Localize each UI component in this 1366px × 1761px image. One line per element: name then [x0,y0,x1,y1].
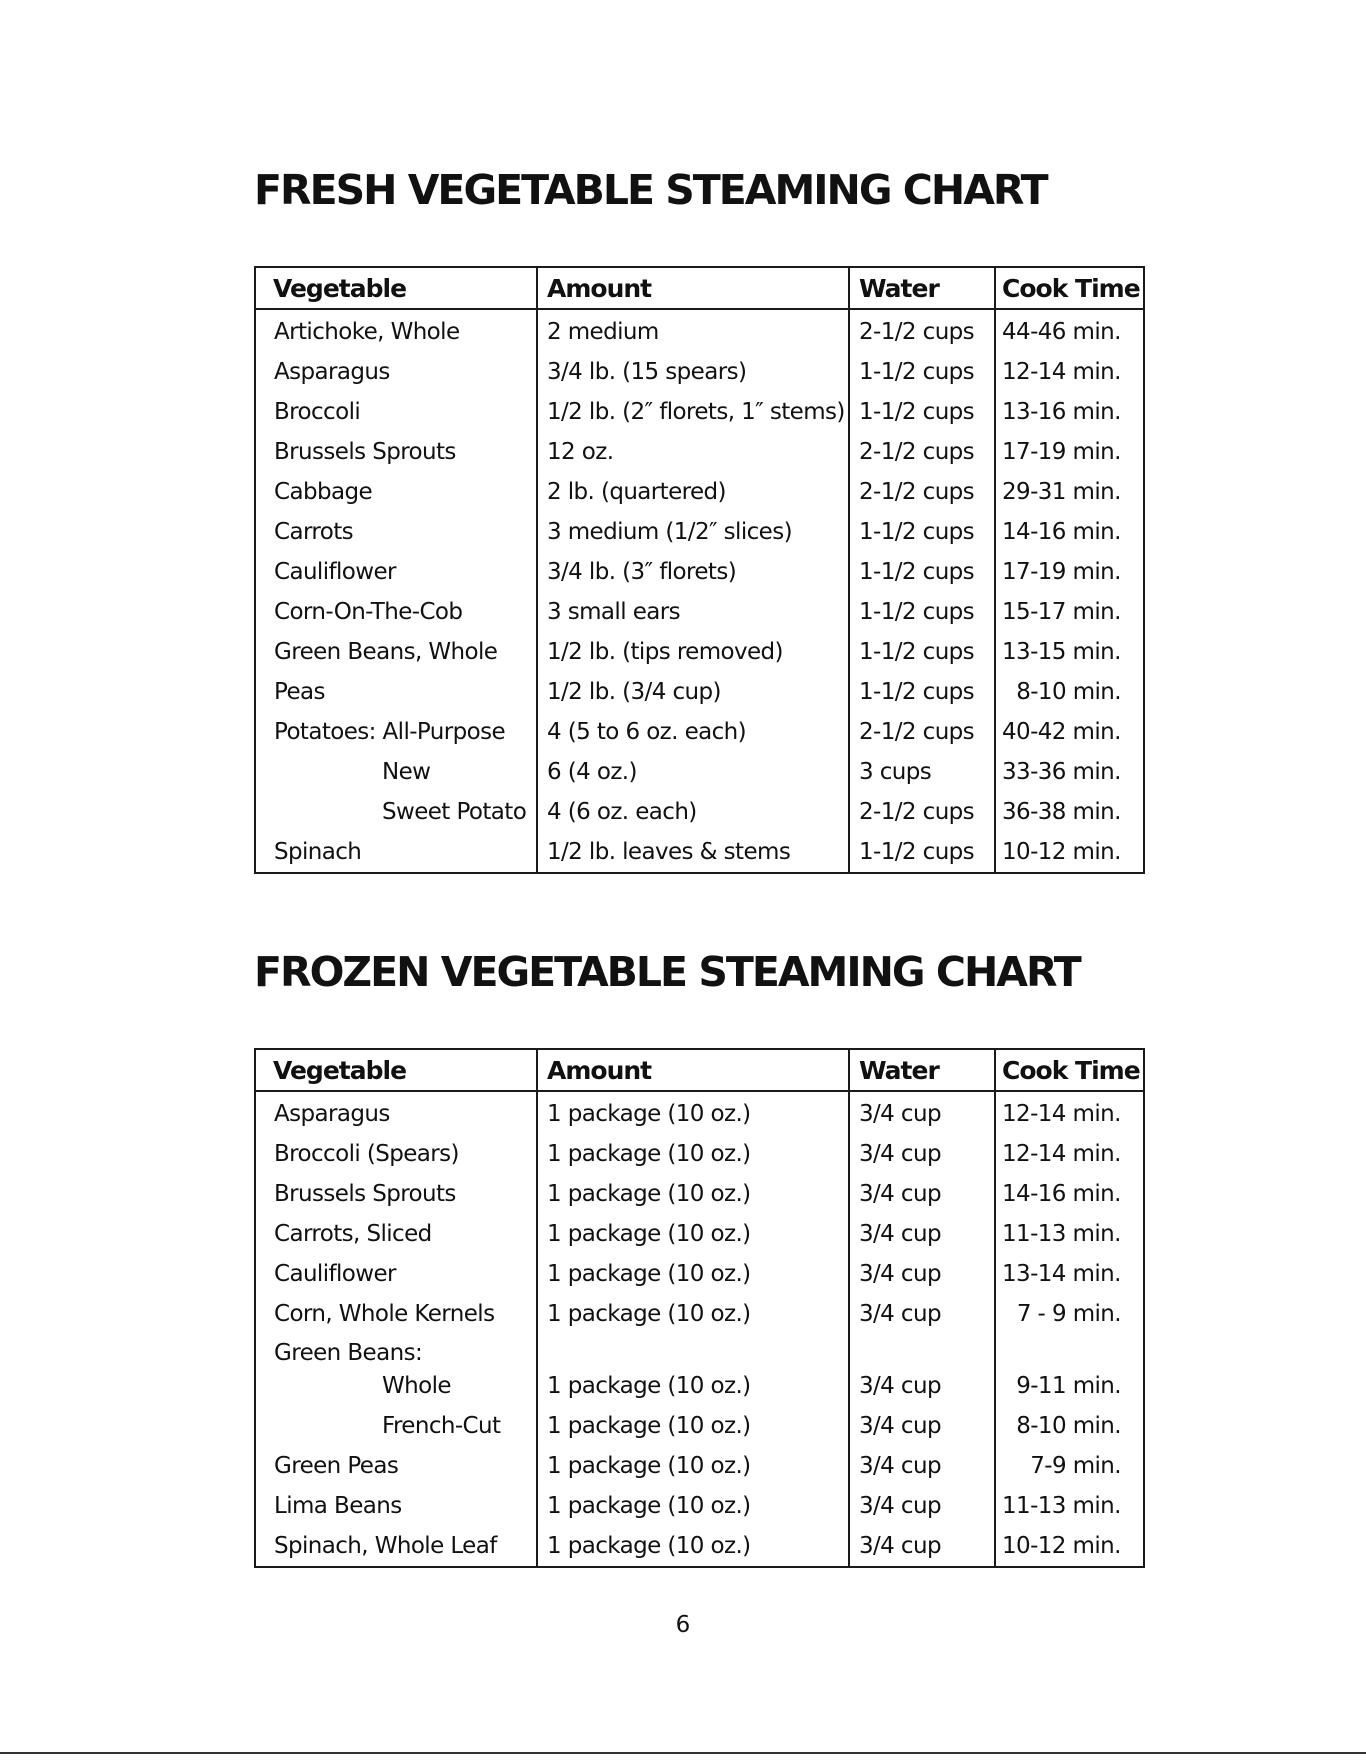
amount-cell: 12 oz. [537,432,849,472]
table-row [255,752,1144,792]
table-row [255,309,1144,352]
water-cell: 2-1/2 cups [849,712,995,752]
table-row [255,1091,1144,1134]
cook-time-cell: 11-13 min. [1002,1493,1121,1519]
table-row [255,712,1144,752]
water-cell: 3/4 cup [849,1134,995,1174]
column-header-water: Water [849,267,995,309]
cook-time-cell: 7-9 min. [1030,1453,1121,1479]
cook-time-cell: 15-17 min. [1002,599,1121,625]
vegetable-cell: Green Beans, Whole [255,632,537,672]
table-row [255,1366,1144,1406]
table-row [255,1214,1144,1254]
water-cell: 1-1/2 cups [849,552,995,592]
vegetable-cell: Spinach [255,832,537,873]
amount-cell: 3 medium (1/2″ slices) [537,512,849,552]
fresh-vegetable-table [254,266,1145,874]
table-row [255,672,1144,712]
water-cell [849,1334,995,1366]
amount-cell: 1/2 lb. leaves & stems [537,832,849,873]
water-cell: 3/4 cup [849,1406,995,1446]
amount-cell: 1 package (10 oz.) [537,1134,849,1174]
amount-cell: 4 (6 oz. each) [537,792,849,832]
water-cell: 2-1/2 cups [849,472,995,512]
column-header-amount: Amount [537,267,849,309]
column-header-cook-time: Cook Time [995,1049,1144,1091]
frozen-chart-title: FROZEN VEGETABLE STEAMING CHART [254,948,1080,996]
water-cell: 3/4 cup [849,1446,995,1486]
fresh-chart-title: FRESH VEGETABLE STEAMING CHART [254,166,1047,214]
water-cell: 3/4 cup [849,1091,995,1134]
water-cell: 3/4 cup [849,1214,995,1254]
cook-time-cell: 9-11 min. [1016,1373,1121,1399]
cook-time-cell: 17-19 min. [1002,559,1121,585]
vegetable-cell: Asparagus [255,352,537,392]
table-row [255,432,1144,472]
cook-time-cell: 17-19 min. [1002,439,1121,465]
cook-time-cell: 14-16 min. [1002,519,1121,545]
cook-time-cell: 10-12 min. [1002,839,1121,865]
column-header-water: Water [849,1049,995,1091]
vegetable-cell: Brussels Sprouts [255,1174,537,1214]
vegetable-cell: Green Peas [255,1446,537,1486]
vegetable-cell: Corn-On-The-Cob [255,592,537,632]
vegetable-cell: Corn, Whole Kernels [255,1294,537,1334]
amount-cell: 1 package (10 oz.) [537,1174,849,1214]
cook-time-cell: 14-16 min. [1002,1181,1121,1207]
amount-cell: 1 package (10 oz.) [537,1366,849,1406]
amount-cell: 1 package (10 oz.) [537,1526,849,1567]
water-cell: 1-1/2 cups [849,672,995,712]
water-cell: 3 cups [849,752,995,792]
vegetable-cell: Asparagus [255,1091,537,1134]
vegetable-cell: Broccoli (Spears) [255,1134,537,1174]
column-header-vegetable: Vegetable [255,267,537,309]
vegetable-cell: Green Beans: [255,1334,537,1366]
vegetable-cell: Artichoke, Whole [255,309,537,352]
table-row [255,1174,1144,1214]
vegetable-cell: French-Cut [255,1406,537,1446]
cook-time-cell: 13-16 min. [1002,399,1121,425]
water-cell: 2-1/2 cups [849,432,995,472]
scan-edge-divider [0,1752,1366,1754]
cook-time-cell: 40-42 min. [1002,719,1121,745]
vegetable-cell: Sweet Potato [255,792,537,832]
page-number: 6 [675,1612,691,1638]
vegetable-cell: Peas [255,672,537,712]
frozen-vegetable-table [254,1048,1145,1568]
table-row [255,1406,1144,1446]
vegetable-cell: Cauliflower [255,552,537,592]
amount-cell: 2 medium [537,309,849,352]
cook-time-cell: 12-14 min. [1002,1141,1121,1167]
table-row [255,832,1144,873]
amount-cell: 3 small ears [537,592,849,632]
cook-time-cell: 33-36 min. [1002,759,1121,785]
table-header-row [255,1049,1144,1091]
amount-cell: 4 (5 to 6 oz. each) [537,712,849,752]
water-cell: 1-1/2 cups [849,512,995,552]
amount-cell: 1 package (10 oz.) [537,1254,849,1294]
cook-time-cell: 8-10 min. [1016,679,1121,705]
vegetable-cell: Broccoli [255,392,537,432]
table-row [255,392,1144,432]
cook-time-cell: 11-13 min. [1002,1221,1121,1247]
cook-time-cell: 44-46 min. [1002,319,1121,345]
table-row [255,512,1144,552]
water-cell: 2-1/2 cups [849,309,995,352]
amount-cell: 1 package (10 oz.) [537,1091,849,1134]
amount-cell: 2 lb. (quartered) [537,472,849,512]
water-cell: 3/4 cup [849,1254,995,1294]
amount-cell: 1 package (10 oz.) [537,1294,849,1334]
table-row [255,472,1144,512]
vegetable-cell: Cauliflower [255,1254,537,1294]
table-row [255,552,1144,592]
vegetable-cell: Cabbage [255,472,537,512]
water-cell: 1-1/2 cups [849,832,995,873]
cook-time-cell: 29-31 min. [1002,479,1121,505]
water-cell: 1-1/2 cups [849,592,995,632]
cook-time-cell: 13-15 min. [1002,639,1121,665]
cook-time-cell: 10-12 min. [1002,1533,1121,1559]
vegetable-cell: Brussels Sprouts [255,432,537,472]
water-cell: 3/4 cup [849,1294,995,1334]
vegetable-cell: Whole [255,1366,537,1406]
cook-time-cell [995,1334,1144,1366]
amount-cell: 1 package (10 oz.) [537,1486,849,1526]
column-header-vegetable: Vegetable [255,1049,537,1091]
table-row [255,352,1144,392]
cook-time-cell: 8-10 min. [1016,1413,1121,1439]
amount-cell: 1 package (10 oz.) [537,1446,849,1486]
column-header-amount: Amount [537,1049,849,1091]
table-row [255,1294,1144,1334]
amount-cell: 3/4 lb. (3″ florets) [537,552,849,592]
table-row [255,792,1144,832]
water-cell: 3/4 cup [849,1174,995,1214]
water-cell: 3/4 cup [849,1526,995,1567]
cook-time-cell: 12-14 min. [1002,359,1121,385]
amount-cell: 1/2 lb. (3/4 cup) [537,672,849,712]
amount-cell: 1 package (10 oz.) [537,1214,849,1254]
water-cell: 1-1/2 cups [849,632,995,672]
column-header-cook-time: Cook Time [995,267,1144,309]
water-cell: 3/4 cup [849,1366,995,1406]
amount-cell [537,1334,849,1366]
amount-cell: 1/2 lb. (tips removed) [537,632,849,672]
vegetable-cell: New [255,752,537,792]
vegetable-cell: Spinach, Whole Leaf [255,1526,537,1567]
water-cell: 1-1/2 cups [849,392,995,432]
amount-cell: 1/2 lb. (2″ florets, 1″ stems) [537,392,849,432]
table-row [255,1446,1144,1486]
cook-time-cell: 12-14 min. [1002,1101,1121,1127]
table-row [255,1334,1144,1366]
vegetable-cell: Lima Beans [255,1486,537,1526]
cook-time-cell: 7 - 9 min. [1016,1301,1121,1327]
table-row [255,1254,1144,1294]
water-cell: 3/4 cup [849,1486,995,1526]
vegetable-cell: Carrots, Sliced [255,1214,537,1254]
table-row [255,1486,1144,1526]
cook-time-cell: 36-38 min. [1002,799,1121,825]
water-cell: 1-1/2 cups [849,352,995,392]
amount-cell: 1 package (10 oz.) [537,1406,849,1446]
table-row [255,632,1144,672]
cook-time-cell: 13-14 min. [1002,1261,1121,1287]
table-row [255,1134,1144,1174]
table-row [255,1526,1144,1567]
table-row [255,592,1144,632]
amount-cell: 6 (4 oz.) [537,752,849,792]
table-header-row [255,267,1144,309]
vegetable-cell: Carrots [255,512,537,552]
amount-cell: 3/4 lb. (15 spears) [537,352,849,392]
vegetable-cell: Potatoes: All-Purpose [255,712,537,752]
water-cell: 2-1/2 cups [849,792,995,832]
